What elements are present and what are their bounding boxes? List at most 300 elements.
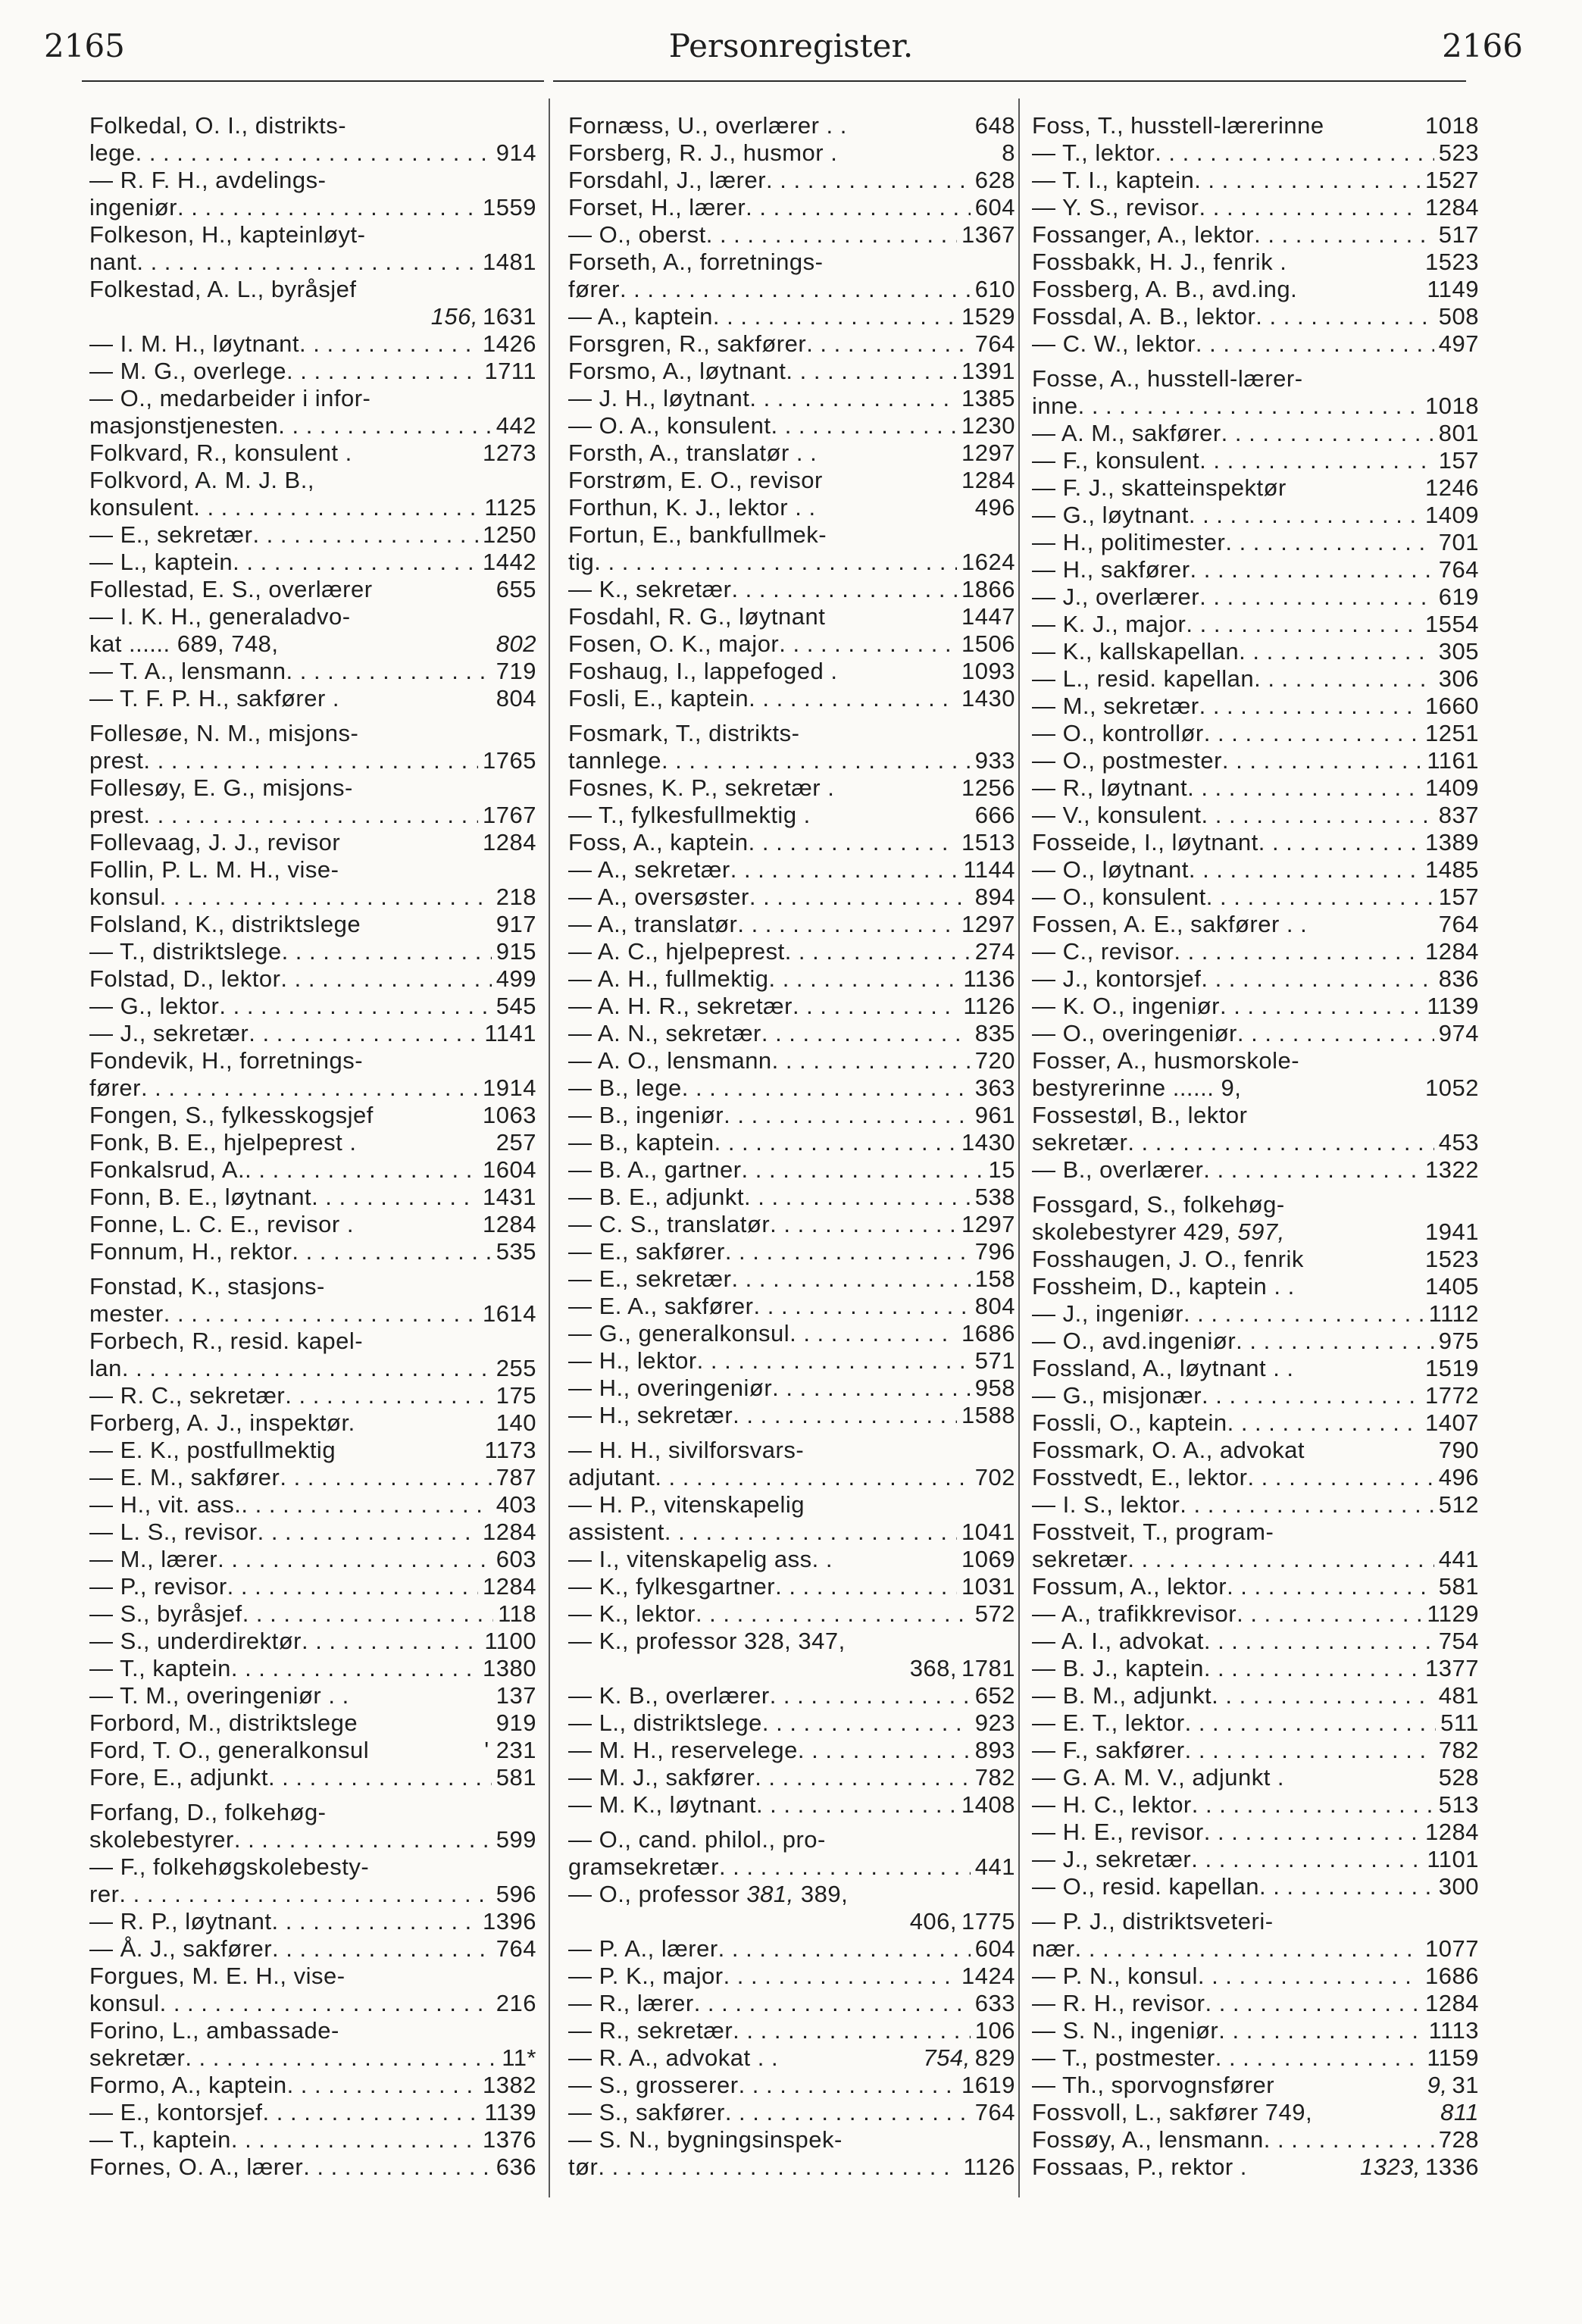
register-entry-line xyxy=(568,1764,1015,1791)
entry-text: Forgues, M. E. H., vise- xyxy=(89,1963,345,1989)
leader-dots xyxy=(742,1156,984,1184)
entry-text: — R. A., advokat . . xyxy=(568,2044,779,2071)
register-entry-line xyxy=(1032,1935,1479,1963)
leader-dots xyxy=(1198,1963,1421,1990)
entry-page-ref: 648 xyxy=(974,112,1015,139)
entry-page-ref: 1173 xyxy=(484,1437,536,1463)
register-entry-line xyxy=(568,856,1015,884)
leader-dots xyxy=(718,1935,971,1963)
leader-dots xyxy=(746,194,971,221)
register-entry-line xyxy=(568,1020,1015,1047)
register-entry-line xyxy=(89,1156,536,1184)
register-entry-line xyxy=(568,884,1015,911)
entry-text: — A. H., fullmektig xyxy=(568,965,769,992)
register-entry-line xyxy=(568,1682,1015,1709)
entry-page-ref: 1367 xyxy=(961,221,1015,248)
leader-dots xyxy=(286,358,480,385)
entry-page-ref: 528 xyxy=(1438,1764,1479,1791)
entry-text: Fossøy, A., lensmann xyxy=(1032,2126,1264,2153)
leader-dots xyxy=(1199,447,1434,474)
register-entry-line xyxy=(568,911,1015,938)
leader-dots xyxy=(749,829,957,856)
leader-dots xyxy=(1202,802,1434,829)
entry-page-ref: 1660 xyxy=(1425,693,1479,719)
entry-text: Fossbakk, H. J., fenrik . xyxy=(1032,249,1287,275)
entry-text: konsulent xyxy=(89,494,194,521)
entry-text: — J., overlærer xyxy=(1032,583,1200,610)
register-entry-line xyxy=(1032,2072,1479,2099)
entry-text: — F., folkehøgskolebesty- xyxy=(89,1853,370,1880)
entry-page-ref: 1559 xyxy=(483,194,536,221)
entry-page-ref: 1481 xyxy=(483,249,536,275)
entry-spacer xyxy=(847,112,971,139)
entry-page-ref: 1389 xyxy=(1425,829,1479,855)
leader-dots xyxy=(737,911,957,938)
entry-text: Fondevik, H., forretnings- xyxy=(89,1047,364,1074)
entry-page-ref: 804 xyxy=(974,1293,1015,1319)
register-entry-line xyxy=(568,1156,1015,1184)
leader-dots xyxy=(770,1682,971,1709)
leader-dots xyxy=(730,856,959,884)
entry-page-ref: 157 xyxy=(1438,447,1479,474)
entry-page-ref: 158 xyxy=(974,1265,1015,1292)
entry-spacer xyxy=(846,1628,1015,1655)
register-entry-line xyxy=(1032,1129,1479,1156)
leader-dots xyxy=(1237,1020,1434,1047)
register-entry-line xyxy=(1032,1382,1479,1409)
entry-page-ref: 1772 xyxy=(1425,1382,1479,1409)
entry-text: — Y. S., revisor xyxy=(1032,194,1199,221)
register-entry-line xyxy=(1032,1990,1479,2017)
leader-dots xyxy=(771,412,957,439)
entry-spacer xyxy=(349,1682,492,1709)
register-entry-line xyxy=(1032,1873,1479,1900)
register-entry-line xyxy=(89,303,536,330)
entry-text: — K., kallskapellan xyxy=(1032,638,1240,665)
register-entry-line xyxy=(1032,693,1479,720)
entry-page-ref: 1686 xyxy=(961,1320,1015,1347)
entry-page-ref: 1619 xyxy=(961,2072,1015,2098)
entry-text: — T. A., lensmann xyxy=(89,658,286,684)
register-entry-line xyxy=(1032,665,1479,693)
leader-dots xyxy=(785,938,971,965)
leader-dots xyxy=(694,1990,971,2017)
register-entry-line xyxy=(89,1546,536,1573)
leader-dots xyxy=(1236,1328,1434,1355)
entry-text: Fortun, E., bankfullmek- xyxy=(568,521,827,548)
leader-dots xyxy=(731,576,957,603)
entry-text: Folkvord, A. M. J. B., xyxy=(89,467,314,493)
register-entry-line xyxy=(89,1409,536,1437)
register-entry-line xyxy=(568,1908,1015,1935)
entry-page-ref: 1775 xyxy=(961,1908,1015,1935)
entry-text: — E. T., lektor xyxy=(1032,1709,1185,1736)
entry-page-ref: 1273 xyxy=(483,439,536,466)
entry-spacer xyxy=(568,1655,905,1682)
entry-page-ref: 1614 xyxy=(483,1300,536,1327)
entry-page-ref: 1031 xyxy=(961,1573,1015,1600)
entry-text: Fossheim, D., kaptein . . xyxy=(1032,1273,1295,1300)
column-divider-1 xyxy=(549,99,550,2197)
entry-text: — A. C., hjelpeprest xyxy=(568,938,785,965)
register-entry-line xyxy=(89,1573,536,1600)
register-entry-line xyxy=(1032,938,1479,965)
entry-text: prest xyxy=(89,802,144,828)
leader-dots xyxy=(772,1047,971,1074)
entry-spacer xyxy=(346,112,536,139)
entry-spacer xyxy=(345,1963,536,1990)
register-entry-line xyxy=(1032,611,1479,638)
entry-spacer xyxy=(568,1908,905,1935)
entry-page-ref: 975 xyxy=(1438,1328,1479,1354)
entry-text: — T. I., kaptein xyxy=(1032,167,1195,193)
entry-page-ref: 1113 xyxy=(1428,2017,1479,2044)
entry-page-ref: 603 xyxy=(496,1546,536,1572)
leader-dots xyxy=(1199,194,1421,221)
entry-text: — S. N., ingeniør xyxy=(1032,2017,1219,2044)
entry-text: bestyrerinne ...... 9, xyxy=(1032,1074,1242,1101)
register-entry-line xyxy=(568,1519,1015,1546)
entry-text: — A., translatør xyxy=(568,911,738,937)
entry-text: Follevaag, J. J., revisor xyxy=(89,829,341,855)
entry-spacer xyxy=(369,1737,480,1764)
leader-dots xyxy=(1264,2126,1434,2154)
entry-spacer xyxy=(778,2044,918,2072)
entry-text: Fonk, B. E., hjelpeprest . xyxy=(89,1129,357,1156)
entry-page-ref: 1385 xyxy=(961,385,1015,411)
leader-dots xyxy=(160,1990,492,2017)
entry-text: tannlege xyxy=(568,747,661,774)
entry-page-ref: 610 xyxy=(974,276,1015,302)
leader-dots xyxy=(258,1519,478,1546)
entry-page-ref: 1405 xyxy=(1425,1273,1479,1300)
entry-spacer xyxy=(354,1211,478,1238)
register-entry-line xyxy=(89,2017,536,2044)
entry-spacer xyxy=(848,1881,1015,1908)
entry-text: nant xyxy=(89,249,137,275)
entry-spacer xyxy=(1303,365,1479,393)
entry-spacer xyxy=(1247,2154,1355,2181)
entry-text: — M. H., reservelege xyxy=(568,1737,798,1763)
leader-dots xyxy=(1239,638,1434,665)
register-entry-line xyxy=(1032,993,1479,1020)
register-entry-line xyxy=(1032,1156,1479,1184)
entry-text: Forberg, A. J., inspektør. xyxy=(89,1409,355,1436)
register-entry-line xyxy=(1032,330,1479,358)
entry-text: — O. A., konsulent xyxy=(568,412,771,439)
leader-dots xyxy=(227,1573,478,1600)
register-entry-line xyxy=(1032,1791,1479,1819)
register-entry-line xyxy=(568,2017,1015,2044)
entry-spacer xyxy=(827,521,1015,549)
register-entry-line xyxy=(1032,774,1479,802)
entry-text: — Å. J., sakfører xyxy=(89,1935,273,1962)
entry-page-ref: 1631 xyxy=(483,303,536,330)
entry-page-ref: 974 xyxy=(1438,1020,1479,1046)
leader-dots xyxy=(724,1963,957,1990)
register-entry-line xyxy=(1032,1655,1479,1682)
register-entry-line xyxy=(1032,638,1479,665)
leader-dots xyxy=(1187,774,1421,802)
entry-text: — O., cand. philol., pro- xyxy=(568,1826,826,1853)
entry-page-ref: 1396 xyxy=(483,1908,536,1935)
register-entry-line xyxy=(89,747,536,774)
entry-spacer xyxy=(1304,1246,1421,1273)
leader-dots xyxy=(231,2126,478,2154)
entry-spacer xyxy=(1247,1102,1479,1129)
entry-text: Fossmark, O. A., advokat xyxy=(1032,1437,1305,1463)
entry-page-ref: 754, xyxy=(923,2044,971,2071)
register-entry-line xyxy=(89,1682,536,1709)
column-divider-2 xyxy=(1018,99,1020,2197)
leader-dots xyxy=(655,1464,970,1491)
register-entry-line xyxy=(89,1102,536,1129)
register-entry-line xyxy=(1032,1709,1479,1737)
leader-dots xyxy=(756,1791,957,1819)
entry-page-ref: 1711 xyxy=(484,358,536,384)
entry-spacer xyxy=(1295,1273,1421,1300)
entry-spacer xyxy=(826,1826,1015,1853)
entry-page-ref: 1624 xyxy=(961,549,1015,575)
leader-dots xyxy=(725,1238,971,1265)
entry-page-ref: 782 xyxy=(1438,1737,1479,1763)
register-entry-line xyxy=(568,221,1015,249)
entry-spacer xyxy=(1241,1074,1421,1102)
leader-dots xyxy=(731,1265,970,1293)
entry-page-ref: ' 231 xyxy=(484,1737,536,1763)
register-entry-line xyxy=(1032,856,1479,884)
register-entry-line xyxy=(1032,1908,1479,1935)
entry-page-ref: 790 xyxy=(1438,1437,1479,1463)
entry-text: Fonstad, K., stasjons- xyxy=(89,1273,325,1300)
entry-page-ref: 961 xyxy=(974,1102,1015,1128)
register-entry-line xyxy=(1032,965,1479,993)
leader-dots xyxy=(245,1156,478,1184)
entry-spacer xyxy=(1294,1355,1421,1382)
register-entry-line xyxy=(1032,884,1479,911)
entry-page-ref: 1139 xyxy=(1427,993,1479,1019)
leader-dots xyxy=(292,1238,491,1265)
entry-text: — R. P., løytnant xyxy=(89,1908,272,1935)
entry-text: — T. F. P. H., sakfører . xyxy=(89,685,340,712)
entry-page-ref: 581 xyxy=(1438,1573,1479,1600)
entry-text: — K., fylkesgartner xyxy=(568,1573,776,1600)
leader-dots xyxy=(798,1737,971,1764)
entry-page-ref: 305 xyxy=(1438,638,1479,665)
entry-text: — T., postmester xyxy=(1032,2044,1215,2071)
leader-dots xyxy=(241,1491,491,1519)
entry-text: — G., generalkonsul xyxy=(568,1320,790,1347)
register-entry-line xyxy=(1032,420,1479,447)
leader-dots xyxy=(724,1102,971,1129)
register-entry-line xyxy=(89,194,536,221)
register-entry-line xyxy=(568,303,1015,330)
register-entry-line xyxy=(1032,583,1479,611)
entry-page-ref: 1604 xyxy=(483,1156,536,1183)
entry-text: mester xyxy=(89,1300,164,1327)
entry-text: Follesøe, N. M., misjons- xyxy=(89,720,359,746)
entry-page-ref: 1161 xyxy=(1427,747,1479,774)
entry-spacer xyxy=(314,467,536,494)
leader-dots xyxy=(706,221,957,249)
entry-text: — O., løytnant xyxy=(1032,856,1189,883)
entry-page-ref: 1380 xyxy=(483,1655,536,1681)
entry-page-ref: 1144 xyxy=(963,856,1015,883)
entry-text: — G., løytnant xyxy=(1032,502,1189,528)
leader-dots xyxy=(598,2154,958,2181)
entry-text: skolebestyrer xyxy=(89,1826,234,1853)
register-entry-line xyxy=(1032,1300,1479,1328)
entry-spacer xyxy=(279,630,492,658)
entry-text: Fossaas, P., rektor . xyxy=(1032,2154,1247,2180)
leader-dots xyxy=(280,965,491,993)
leader-dots xyxy=(1185,1709,1436,1737)
entry-text: — P. K., major xyxy=(568,1963,724,1989)
leader-dots xyxy=(282,938,492,965)
entry-text: Fossli, O., kaptein xyxy=(1032,1409,1227,1436)
entry-text: — K., sekretær xyxy=(568,576,732,602)
register-entry-line xyxy=(89,802,536,829)
entry-page-ref: 1063 xyxy=(483,1102,536,1128)
entry-spacer xyxy=(363,1047,536,1074)
entry-text: Fossgard, S., folkehøg- xyxy=(1032,1191,1285,1218)
entry-spacer xyxy=(356,276,536,303)
register-entry-line xyxy=(1032,1546,1479,1573)
entry-page-ref: 1914 xyxy=(483,1074,536,1101)
register-entry-line xyxy=(89,1826,536,1853)
register-entry-line xyxy=(89,385,536,412)
entry-spacer xyxy=(339,2017,536,2044)
entry-spacer xyxy=(811,802,971,829)
leader-dots xyxy=(1191,1846,1422,1873)
entry-text: Fossestøl, B., lektor xyxy=(1032,1102,1248,1128)
entry-text: Fosse, A., husstell-lærer- xyxy=(1032,365,1303,392)
leader-dots xyxy=(1204,1628,1434,1655)
entry-text: Fossberg, A. B., avd.ing. xyxy=(1032,276,1298,302)
entry-page-ref: 801 xyxy=(1438,420,1479,446)
entry-page-ref: 1297 xyxy=(961,911,1015,937)
register-entry-line xyxy=(89,576,536,603)
register-entry-line xyxy=(568,494,1015,521)
entry-text: — L., kaptein xyxy=(89,549,233,575)
entry-text: — T., kaptein xyxy=(89,2126,231,2153)
register-entry-line xyxy=(89,829,536,856)
entry-page-ref: 914 xyxy=(496,139,536,166)
entry-page-ref: 363 xyxy=(974,1074,1015,1101)
register-entry-line xyxy=(1032,1819,1479,1846)
entry-text: — B. J., kaptein xyxy=(1032,1655,1204,1681)
register-entry-line xyxy=(568,774,1015,802)
entry-page-ref: 1519 xyxy=(1425,1355,1479,1381)
leader-dots xyxy=(806,330,971,358)
entry-page-ref: 1431 xyxy=(483,1184,536,1210)
entry-page-ref: 513 xyxy=(1438,1791,1479,1818)
register-entry-line xyxy=(89,2044,536,2072)
entry-text: — M. K., løytnant xyxy=(568,1791,756,1818)
register-entry-line xyxy=(89,249,536,276)
register-entry-line xyxy=(89,1074,536,1102)
register-entry-line xyxy=(568,1047,1015,1074)
register-entry-line xyxy=(89,774,536,802)
entry-page-ref: 796 xyxy=(974,1238,1015,1265)
header-rule-left xyxy=(82,80,544,82)
entry-page-ref: 441 xyxy=(974,1853,1015,1880)
entry-spacer xyxy=(358,720,536,747)
register-entry-line xyxy=(568,1826,1015,1853)
entry-spacer xyxy=(817,439,957,467)
entry-text: — B., kaptein xyxy=(568,1129,714,1156)
register-entry-line xyxy=(1032,303,1479,330)
entry-text: — P. N., konsul xyxy=(1032,1963,1198,1989)
register-entry-line xyxy=(1032,829,1479,856)
entry-text: — I. K. H., generaladvo- xyxy=(89,603,351,630)
entry-text: — F., konsulent xyxy=(1032,447,1200,474)
register-entry-line xyxy=(89,1853,536,1881)
entry-text: Fosnes, K. P., sekretær . xyxy=(568,774,835,801)
entry-page-ref: 894 xyxy=(974,884,1015,910)
entry-text: — A. O., lensmann xyxy=(568,1047,772,1074)
entry-spacer xyxy=(361,911,492,938)
entry-text: Fornes, O. A., lærer xyxy=(89,2154,304,2180)
entry-text: — L., resid. kapellan xyxy=(1032,665,1255,692)
entry-text: — R., løytnant xyxy=(1032,774,1188,801)
entry-text: — H. H., sivilforsvars- xyxy=(568,1437,805,1463)
leader-dots xyxy=(733,2017,971,2044)
leader-dots xyxy=(1127,1546,1433,1573)
entry-text: — R. C., sekretær xyxy=(89,1382,286,1409)
register-entry-line xyxy=(89,603,536,630)
register-entry-line xyxy=(568,194,1015,221)
entry-text: Fosshaugen, J. O., fenrik xyxy=(1032,1246,1304,1272)
entry-text: — P. A., lærer xyxy=(568,1935,718,1962)
register-entry-line xyxy=(1032,1464,1479,1491)
leader-dots xyxy=(242,1600,493,1628)
register-entry-line xyxy=(89,412,536,439)
entry-spacer xyxy=(1312,2099,1436,2126)
entry-text: — E., sekretær xyxy=(568,1265,732,1292)
register-entry-line xyxy=(1032,393,1479,420)
entry-spacer xyxy=(1274,1908,1479,1935)
entry-page-ref: 571 xyxy=(974,1347,1015,1374)
register-entry-line xyxy=(1032,2044,1479,2072)
entry-page-ref: 720 xyxy=(974,1047,1015,1074)
leader-dots xyxy=(786,358,957,385)
entry-page-ref: 1093 xyxy=(961,658,1015,684)
register-entry-line xyxy=(89,2154,536,2181)
entry-page-ref: 481 xyxy=(1438,1682,1479,1709)
entry-page-ref: 837 xyxy=(1438,802,1479,828)
entry-text: — E., kontorsjef xyxy=(89,2099,263,2125)
leader-dots xyxy=(755,1764,971,1791)
entry-page-ref: 496 xyxy=(1438,1464,1479,1490)
entry-text: Forsmo, A., løytnant xyxy=(568,358,786,384)
entry-text: — T., fylkesfullmektig . xyxy=(568,802,811,828)
entry-page-ref: 1430 xyxy=(961,1129,1015,1156)
leader-dots xyxy=(1220,993,1422,1020)
leader-dots xyxy=(303,2154,492,2181)
entry-text: Forstrøm, E. O., revisor xyxy=(568,467,823,493)
entry-page-ref: 1149 xyxy=(1427,276,1479,302)
leader-dots xyxy=(1199,693,1421,720)
register-entry-line xyxy=(89,1184,536,1211)
entry-spacer xyxy=(837,658,957,685)
entry-page-ref: 1126 xyxy=(963,993,1015,1019)
leader-dots xyxy=(278,412,492,439)
entry-page-ref: 652 xyxy=(974,1682,1015,1709)
entry-page-ref: 497 xyxy=(1438,330,1479,357)
register-entry-line xyxy=(1032,1218,1479,1246)
entry-page-ref: 1506 xyxy=(961,630,1015,657)
